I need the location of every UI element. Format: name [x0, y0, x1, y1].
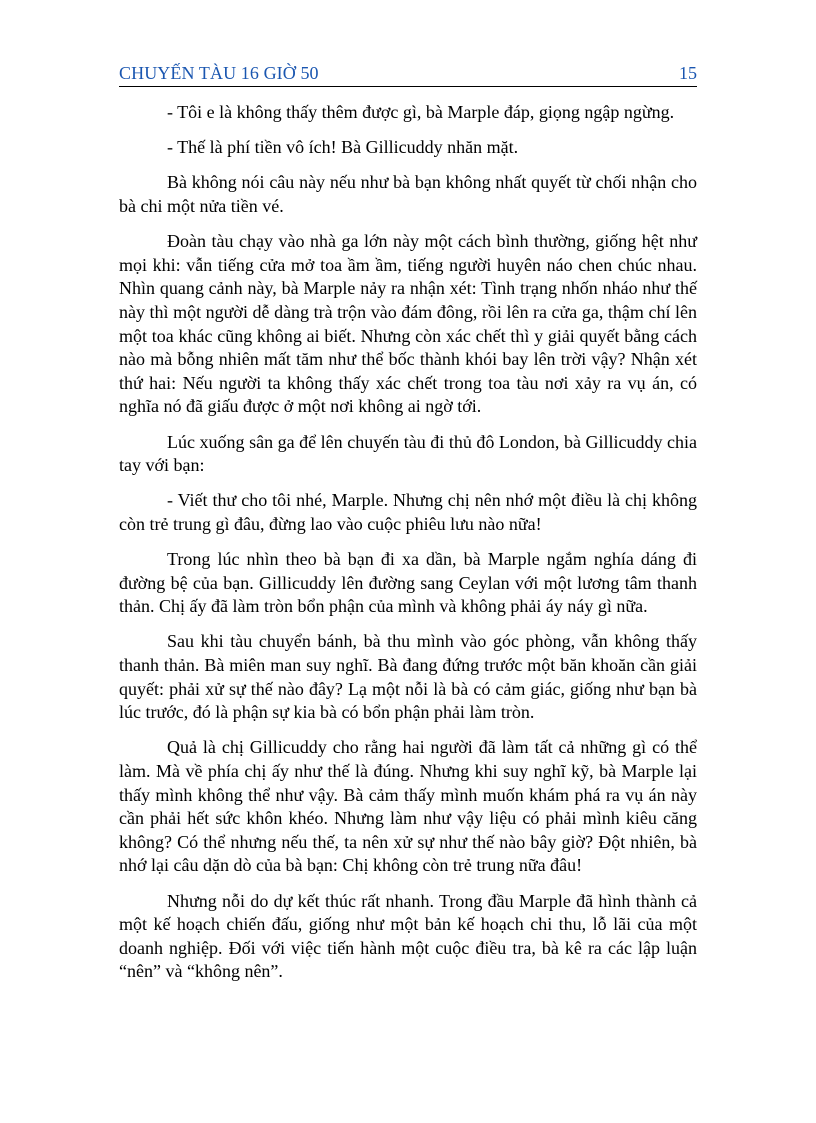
- paragraph: - Viết thư cho tôi nhé, Marple. Nhưng chị nên nhớ một điều là chị không còn trẻ trung gì đâu, đừng lao vào cuộc phiêu lưu nào nữa!: [119, 490, 697, 534]
- chapter-title: CHUYẾN TÀU 16 GIỜ 50: [119, 63, 319, 83]
- paragraph: Lúc xuống sân ga để lên chuyến tàu đi thủ đô London, bà Gillicuddy chia tay với bạn:: [119, 431, 697, 476]
- paragraph: Quả là chị Gillicuddy cho rằng hai người đã làm tất cả những gì có thể làm. Mà về phía chị ấy như thế là đúng. Nhưng khi suy nghĩ kỹ, bà Marple lại thấy mình không thể như vậy. Bà cảm thấy mình muốn khám phá ra vụ án này cần phải hết sức khôn khéo. Nhưng làm như vậy liệu có phải mình kiêu căng không? Có thể nhưng nếu thế, ta nên xử sự như thế nào bây giờ? Đột nhiên, bà nhớ lại câu dặn dò của bà bạn: Chị không còn trẻ trung nữa đâu!: [119, 737, 697, 876]
- paragraph: Bà không nói câu này nếu như bà bạn không nhất quyết từ chối nhận cho bà chi một nửa tiền vé.: [119, 172, 697, 216]
- page-number: 15: [679, 63, 697, 83]
- paragraph: - Tôi e là không thấy thêm được gì, bà Marple đáp, giọng ngập ngừng.: [167, 102, 675, 122]
- body-text: [119, 101, 697, 996]
- paragraph: Trong lúc nhìn theo bà bạn đi xa dần, bà Marple ngắm nghía dáng đi đường bệ của bạn. Gillicuddy lên đường sang Ceylan với một lương tâm thanh thản. Chị ấy đã làm tròn bổn phận của mình và không phải áy náy gì nữa.: [119, 549, 697, 617]
- paragraph: Sau khi tàu chuyển bánh, bà thu mình vào góc phòng, vẫn không thấy thanh thản. Bà miên man suy nghĩ. Bà đang đứng trước một băn khoăn cần giải quyết: phải xử sự thế nào đây? Lạ một nỗi là bà có cảm giác, giống như bạn bà lúc trước, đó là phận sự kia bà có bổn phận phải làm tròn.: [119, 631, 697, 723]
- paragraph: Nhưng nỗi do dự kết thúc rất nhanh. Trong đầu Marple đã hình thành cả một kế hoạch chiến đấu, giống như một bản kế hoạch chi thu, lỗ lãi của một doanh nghiệp. Đối với việc tiến hành một cuộc điều tra, bà kê ra các lập luận “nên” và “không nên”.: [119, 890, 697, 982]
- running-header: [119, 62, 697, 87]
- paragraph: - Thế là phí tiền vô ích! Bà Gillicuddy nhăn mặt.: [167, 137, 519, 158]
- paragraph: Đoàn tàu chạy vào nhà ga lớn này một cách bình thường, giống hệt như mọi khi: vẫn tiếng cửa mở toa ầm ầm, tiếng người huyên náo chen chúc nhau. Nhìn quang cảnh này, bà Marple nảy ra nhận xét: Tình trạng nhốn nháo như thế này thì một người dễ dàng trà trộn vào đám đông, rồi lên ra cửa ga, thậm chí lên một toa khác cũng không ai biết. Nhưng còn xác chết thì y giải quyết bằng cách nào mà bỗng nhiên mất tăm như thể bốc thành khói bay lên trời vậy? Nhận xét thứ hai: Nếu người ta không thấy xác chết trong toa tàu nơi xảy ra vụ án, có nghĩa nó đã giấu được ở một nơi không ai ngờ tới.: [119, 231, 697, 417]
